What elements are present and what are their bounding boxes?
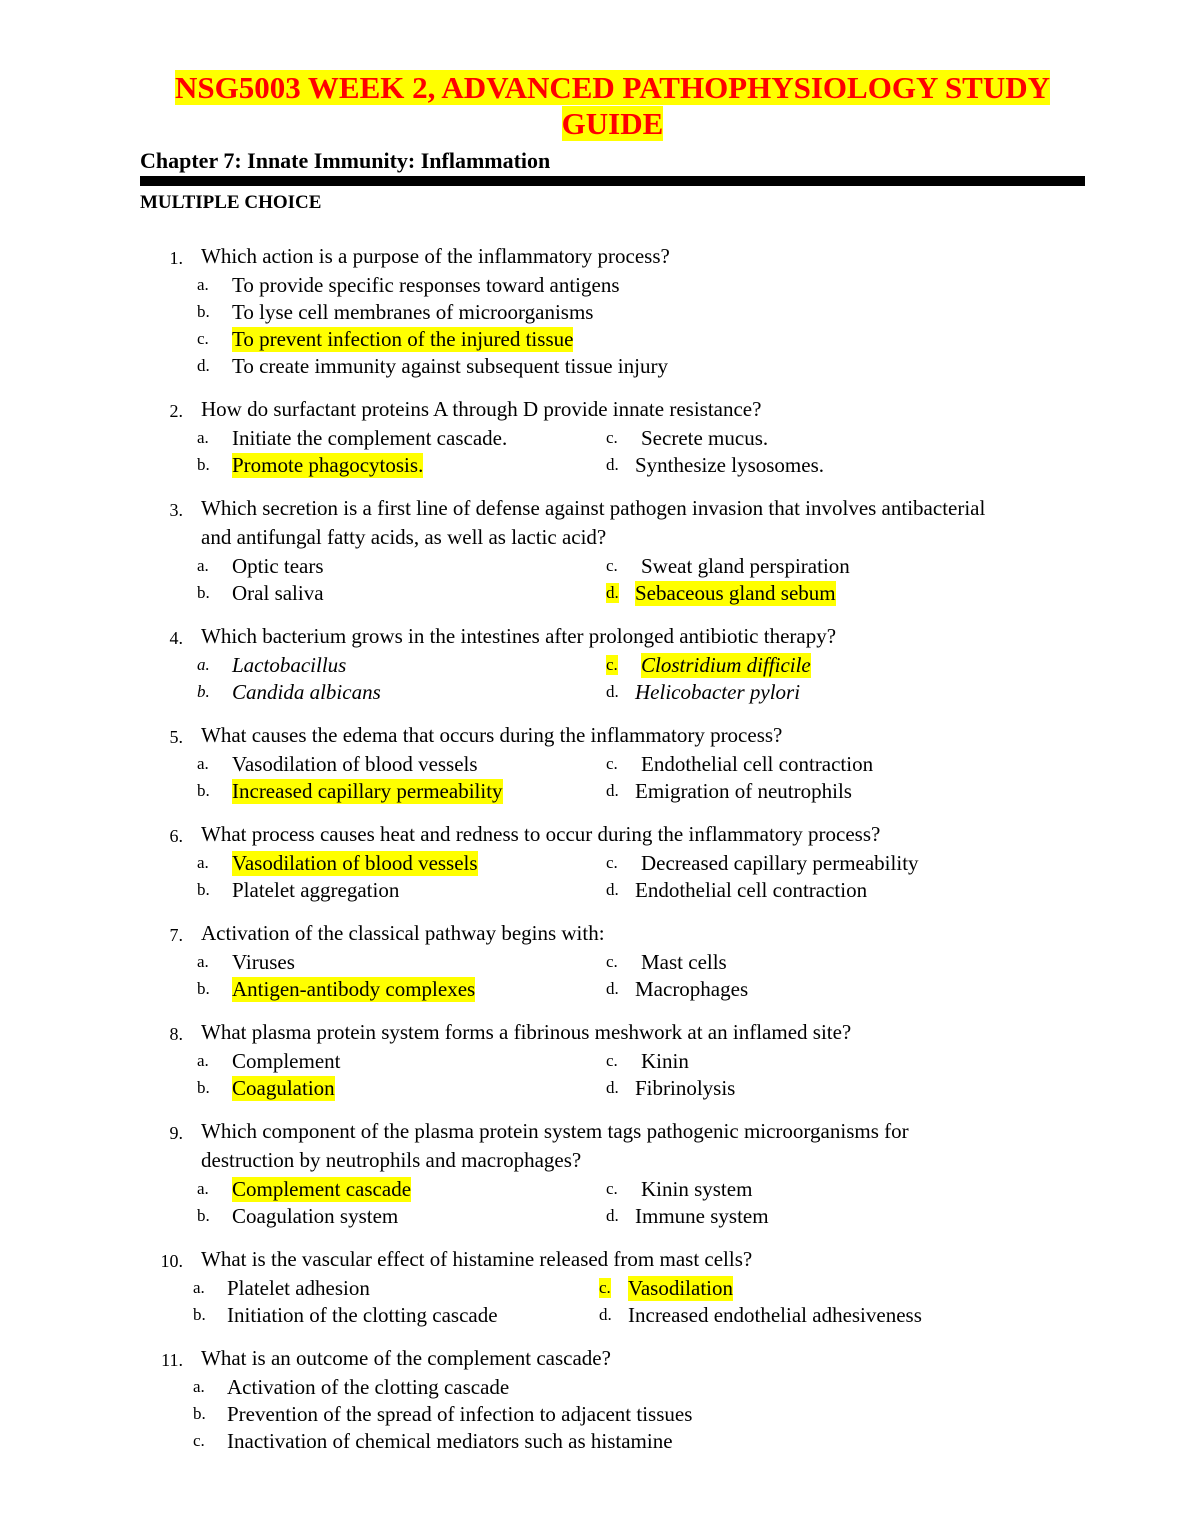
option-letter: a. <box>197 428 209 447</box>
option-letter: c. <box>606 428 618 447</box>
option-letter: d. <box>197 356 210 375</box>
option-letter: a. <box>197 853 209 872</box>
option-letter: b. <box>197 1078 210 1097</box>
option-letter: a. <box>193 1278 205 1297</box>
option-letter: c. <box>606 1051 618 1070</box>
option-letter: b. <box>197 302 210 321</box>
option-text: Endothelial cell contraction <box>641 752 874 776</box>
option-letter: c. <box>599 1278 611 1297</box>
option-letter: d. <box>606 979 619 998</box>
option-letter: b. <box>197 979 210 998</box>
option-letter: a. <box>197 556 209 575</box>
option-text: Platelet aggregation <box>232 878 400 902</box>
question-text: Which secretion is a first line of defense against pathogen invasion that involves antibacterial <box>201 496 986 520</box>
question-number: 1. <box>169 248 183 268</box>
option-letter: c. <box>193 1431 205 1450</box>
title-line-1: NSG5003 WEEK 2, ADVANCED PATHOPHYSIOLOGY STUDY <box>174 70 1051 105</box>
option-letter: a. <box>197 754 209 773</box>
option-letter: b. <box>193 1404 206 1423</box>
answer-option-text: Antigen-antibody complexes <box>232 977 476 1001</box>
option-text: Endothelial cell contraction <box>635 878 868 902</box>
option-text: Optic tears <box>232 554 324 578</box>
option-letter: a. <box>197 952 209 971</box>
question-text: What is an outcome of the complement cascade? <box>201 1346 611 1370</box>
option-letter: a. <box>197 275 209 294</box>
option-letter: d. <box>606 455 619 474</box>
option-letter: d. <box>606 583 619 602</box>
question-number: 7. <box>169 925 183 945</box>
question-text: What causes the edema that occurs during the inflammatory process? <box>201 723 783 747</box>
answer-option-text: Complement cascade <box>232 1177 412 1201</box>
option-letter: a. <box>197 1051 209 1070</box>
option-letter: a. <box>193 1377 205 1396</box>
answer-option-text: Sebaceous gland sebum <box>635 581 836 605</box>
option-text: Complement <box>232 1049 341 1073</box>
answer-option-text: Coagulation <box>232 1076 335 1100</box>
option-text: Immune system <box>635 1204 769 1228</box>
question-number: 6. <box>169 826 183 846</box>
option-text: Macrophages <box>635 977 749 1001</box>
option-letter: a. <box>197 655 210 674</box>
option-letter: d. <box>599 1305 612 1324</box>
option-text: Emigration of neutrophils <box>635 779 852 803</box>
section-heading: MULTIPLE CHOICE <box>140 192 322 213</box>
option-letter: c. <box>197 329 209 348</box>
question-text: Activation of the classical pathway begins with: <box>201 921 605 945</box>
question-text: What plasma protein system forms a fibrinous meshwork at an inflamed site? <box>201 1020 852 1044</box>
question-number: 11. <box>161 1350 183 1370</box>
option-text: Mast cells <box>641 950 727 974</box>
option-text: Inactivation of chemical mediators such as histamine <box>227 1429 673 1453</box>
option-text: To create immunity against subsequent tissue injury <box>232 354 668 378</box>
option-text: Kinin system <box>641 1177 753 1201</box>
option-letter: d. <box>606 880 619 899</box>
option-text: Lactobacillus <box>232 653 347 677</box>
option-text: Platelet adhesion <box>227 1276 370 1300</box>
option-letter: c. <box>606 556 618 575</box>
option-text: Increased endothelial adhesiveness <box>628 1303 922 1327</box>
option-letter: b. <box>197 455 210 474</box>
option-letter: d. <box>606 1078 619 1097</box>
option-letter: c. <box>606 853 618 872</box>
question-number: 10. <box>160 1251 183 1271</box>
page-title <box>140 70 1085 142</box>
title-line-2: GUIDE <box>561 106 664 141</box>
option-letter: b. <box>197 781 210 800</box>
option-text: Synthesize lysosomes. <box>635 453 824 477</box>
question-number: 5. <box>169 727 183 747</box>
option-letter: d. <box>606 781 619 800</box>
answer-option-text: Promote phagocytosis. <box>232 453 424 477</box>
option-letter: c. <box>606 952 618 971</box>
option-text: Activation of the clotting cascade <box>227 1375 510 1399</box>
option-letter: b. <box>197 1206 210 1225</box>
question-number: 3. <box>169 500 183 520</box>
answer-option-text: Vasodilation <box>628 1276 733 1300</box>
option-text: To lyse cell membranes of microorganisms <box>232 300 594 324</box>
option-text: Initiate the complement cascade. <box>232 426 508 450</box>
option-text: Fibrinolysis <box>635 1076 736 1100</box>
option-text: Vasodilation of blood vessels <box>232 752 478 776</box>
answer-option-text: Increased capillary permeability <box>232 779 503 803</box>
option-text: Oral saliva <box>232 581 324 605</box>
chapter-heading: Chapter 7: Innate Immunity: Inflammation <box>140 148 551 173</box>
option-text: To provide specific responses toward antigens <box>232 273 620 297</box>
question-number: 2. <box>169 401 183 421</box>
question-text: and antifungal fatty acids, as well as lactic acid? <box>201 525 607 549</box>
option-letter: c. <box>606 1179 618 1198</box>
option-letter: c. <box>606 754 618 773</box>
option-text: Decreased capillary permeability <box>641 851 919 875</box>
option-text: Coagulation system <box>232 1204 399 1228</box>
question-number: 8. <box>169 1024 183 1044</box>
option-letter: d. <box>606 1206 619 1225</box>
question-text: Which bacterium grows in the intestines after prolonged antibiotic therapy? <box>201 624 837 648</box>
option-letter: b. <box>193 1305 206 1324</box>
option-letter: c. <box>606 655 618 674</box>
question-text: destruction by neutrophils and macrophages? <box>201 1148 582 1172</box>
answer-option-text: Clostridium difficile <box>641 653 811 677</box>
option-text: Candida albicans <box>232 680 381 704</box>
option-text: Prevention of the spread of infection to adjacent tissues <box>227 1402 693 1426</box>
option-text: Kinin <box>641 1049 689 1073</box>
option-text: Secrete mucus. <box>641 426 769 450</box>
option-letter: a. <box>197 1179 209 1198</box>
option-text: Initiation of the clotting cascade <box>227 1303 498 1327</box>
option-letter: d. <box>606 682 619 701</box>
option-text: Helicobacter pylori <box>635 680 801 704</box>
question-number: 4. <box>169 628 183 648</box>
question-text: What process causes heat and redness to occur during the inflammatory process? <box>201 822 881 846</box>
question-number: 9. <box>169 1123 183 1143</box>
option-letter: b. <box>197 583 210 602</box>
answer-option-text: To prevent infection of the injured tissue <box>232 327 574 351</box>
answer-option-text: Vasodilation of blood vessels <box>232 851 478 875</box>
question-text: How do surfactant proteins A through D provide innate resistance? <box>201 397 762 421</box>
question-text: Which component of the plasma protein system tags pathogenic microorganisms for <box>201 1119 909 1143</box>
option-letter: b. <box>197 682 210 701</box>
heading-rule <box>140 176 1085 186</box>
option-text: Viruses <box>232 950 295 974</box>
option-text: Sweat gland perspiration <box>641 554 850 578</box>
question-text: What is the vascular effect of histamine released from mast cells? <box>201 1247 753 1271</box>
option-letter: b. <box>197 880 210 899</box>
question-text: Which action is a purpose of the inflammatory process? <box>201 244 670 268</box>
